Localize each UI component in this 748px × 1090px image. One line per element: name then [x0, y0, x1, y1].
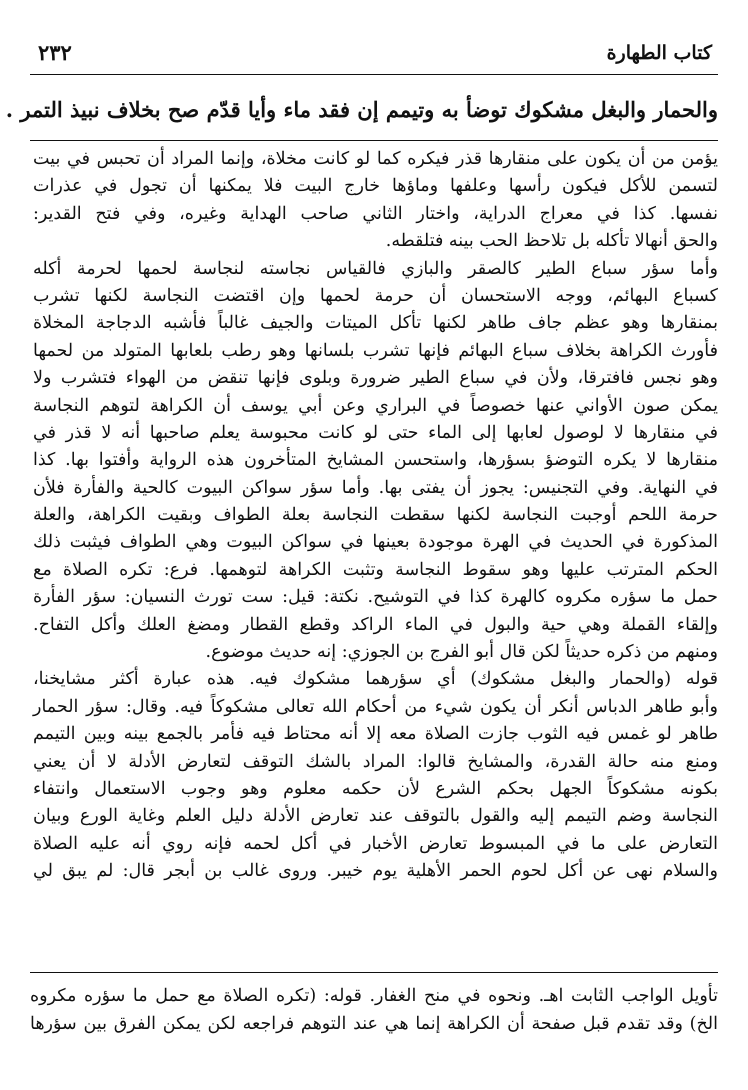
page-header: [30, 38, 718, 72]
commentary-line: وأبو طاهر الدباس أنكر أن يكون شيء من أحكام الله تعالى مشكوكاً فيه. وقال: سؤر الحمار: [33, 696, 718, 717]
commentary-line: بمنقارها وهو عظم جاف طاهر لكنها تأكل الميتات والجيف غالباً فأشبه الدجاجة المخلاة: [33, 313, 718, 334]
commentary-line: والسلام نهى عن أكل لحوم الحمر الأهلية يوم خيبر. وروى غالب بن أبجر قال: لم يبق لي: [33, 861, 718, 882]
commentary-line: المذكورة في الحديث في الهرة موجودة بعينها في سواكن البيوت وهي الطواف فيثبت ذلك: [33, 532, 718, 553]
commentary-line: في النهاية. وفي التجنيس: يجوز أن يفتى بها. وأما سؤر سواكن البيوت كالحية والفأرة فلأن: [33, 477, 718, 498]
commentary-line: نفسها. كذا في معراج الدراية، واختار الثاني صاحب الهداية وغيره، وفي فتح القدير:: [33, 203, 718, 224]
commentary-line: يمكن صون الأواني عنها خصوصاً في البراري وعن أبي يوسف أن الكراهة لتوهم النجاسة: [33, 395, 718, 416]
commentary-line: يؤمن من أن يكون على منقارها قذر فيكره كما لو كانت مخلاة، وإنما المراد أن تحبس في بيت: [33, 149, 718, 169]
header-divider: [30, 74, 718, 75]
running-title: كتاب الطهارة: [606, 42, 712, 64]
commentary-line: حمل ما سؤره مكروه كالهرة كذا في التوشيح. نكتة: قيل: ست تورث النسيان: سؤر الفأرة: [33, 587, 718, 608]
commentary-line: وهو نجس فافترقا، ولأن في سباع الطير ضرورة وبلوى فإنها تنقض من الهواء فتشرب ولا: [33, 368, 718, 389]
page-number: ٢٣٢: [38, 40, 72, 65]
footnote-line: الخ) وقد تقدم قبل صفحة أن الكراهة إنما هي عند التوهم فراجعه لكن يمكن الفرق بين سؤرها: [30, 1014, 718, 1034]
commentary-line: فأورث الكراهة بخلاف سباع البهائم فإنها تشرب بلسانها وهو رطب بلعابها المتولد من لحمها: [33, 340, 718, 361]
commentary-line: كسباع البهائم، ووجه الاستحسان أن حرمة لحمها وإن اقتضت النجاسة لكنها تشرب: [33, 285, 718, 306]
commentary-line: وإلقاء القملة وهي حية والبول في الماء الراكد وقطع القطار ومضغ العلك وأكل التفاح.: [33, 614, 718, 635]
commentary-line: والحق أنهالا تأكله بل تلاحظ الحب بينه فتلقطه.: [385, 231, 718, 252]
commentary-line: ومنع منه حالة القدرة، والمشايخ قالوا: المراد بالشك التوقف لتعارض الأدلة لا أن يعني: [33, 751, 718, 772]
commentary-line: حرمة اللحم أوجبت النجاسة لكنها سقطت النجاسة بعلة الطواف وبقيت الكراهة، والعلة: [33, 505, 718, 526]
commentary-line: قوله (والحمار والبغل مشكوك) أي سؤرهما مشكوك فيه. هذه عبارة أكثر مشايخنا،: [33, 669, 718, 690]
commentary-line: وأما سؤر سباع الطير كالصقر والبازي فالقياس نجاسته لنجاسة لحمها لحرمة أكله: [33, 258, 718, 279]
commentary-line: في منقارها لا لوصول لعابها إلى الماء حتى لو كانت محبوسة يعلم صاحبها أنه لا قذر في: [33, 422, 718, 443]
commentary-line: لتسمن للأكل فيكون رأسها وعلفها وماؤها خارج البيت فلا يمكنها أن تجول في عذرات: [33, 176, 718, 197]
commentary: [33, 146, 718, 886]
commentary-line: ومنهم من ذكره حديثاً لكن قال أبو الفرج بن الجوزي: إنه حديث موضوع.: [205, 642, 718, 663]
footnote-divider: [30, 972, 718, 973]
footnote-line: تأويل الواجب الثابت اهـ. ونحوه في منح الغفار. قوله: (تكره الصلاة مع حمل ما سؤره مكروه: [30, 986, 718, 1006]
commentary-line: النجاسة وضم التيمم إليه والقول بالتوقف عند تعارض الأدلة دليل العلم وغاية الورع وبيان: [33, 806, 718, 827]
footnotes: [30, 982, 718, 1038]
main-text-divider: [30, 140, 718, 141]
commentary-line: بكونه مشكوكاً الجهل بحكم الشرع لأن حكمه معلوم وهو وجوب الاستعمال وانتفاء: [33, 778, 718, 799]
main-text: والحمار والبغل مشكوك توضأ به وتيمم إن فقد ماء وأيا قدّم صح بخلاف نبيذ التمر .: [5, 97, 718, 122]
commentary-line: الحكم المترتب عليها وهو سقوط النجاسة وتثبت الكراهة لتوهمها. فرع: تكره الصلاة مع: [33, 559, 718, 580]
commentary-line: التعارض على ما في المبسوط تعارض الأخبار في أكل لحمه فإنه روي أنه عليه الصلاة: [33, 833, 718, 854]
commentary-line: منقارها لا يكره التوضؤ بسؤرها، واستحسن المشايخ المتأخرون هذه الرواية وأفتوا بها. كذا: [33, 450, 718, 471]
commentary-line: طاهر لو غمس فيه الثوب جازت الصلاة معه إلا أنه محتاط فيه فأمر بالجمع بينه وبين التيمم: [33, 724, 718, 745]
